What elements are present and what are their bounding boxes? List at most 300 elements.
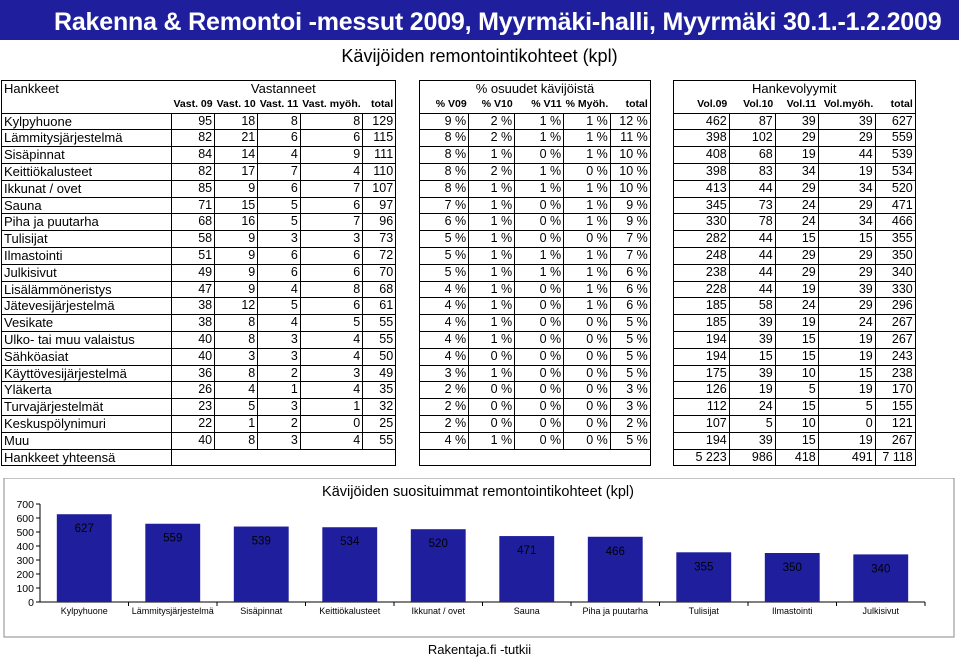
answer-cell: 82 <box>172 130 215 147</box>
total-volume-cell: 5 223 <box>673 449 729 466</box>
volume-cell: 534 <box>875 163 915 180</box>
answer-cell: 73 <box>363 231 396 248</box>
share-cell: 0 % <box>515 197 564 214</box>
volume-cell: 350 <box>875 247 915 264</box>
share-cell: 4 % <box>420 315 469 332</box>
share-cell: 1 % <box>469 231 515 248</box>
volume-cell: 58 <box>729 298 775 315</box>
answer-cell: 9 <box>215 264 258 281</box>
volume-cell: 34 <box>775 163 818 180</box>
answer-cell: 115 <box>363 130 396 147</box>
share-cell: 0 % <box>564 365 611 382</box>
row-label: Ikkunat / ovet <box>2 180 172 197</box>
volume-cell: 194 <box>673 331 729 348</box>
bar-value-label: 350 <box>782 562 802 574</box>
answer-cell: 25 <box>363 415 396 432</box>
share-cell: 1 % <box>469 264 515 281</box>
page-title: Rakenna & Remontoi -messut 2009, Myyrmäki-halli, Myyrmäki 30.1.-1.2.2009 <box>54 8 942 36</box>
volume-cell: 413 <box>673 180 729 197</box>
share-cell: 0 % <box>469 348 515 365</box>
answer-cell: 5 <box>258 214 301 231</box>
share-cell: 9 % <box>610 197 650 214</box>
answer-cell: 36 <box>172 365 215 382</box>
share-cell: 1 % <box>564 281 611 298</box>
volume-cell: 19 <box>775 281 818 298</box>
column-header-answers: total <box>363 97 396 113</box>
answer-cell: 55 <box>363 315 396 332</box>
table-row <box>2 281 916 298</box>
answer-cell: 8 <box>215 331 258 348</box>
answer-cell: 2 <box>258 365 301 382</box>
answer-cell: 3 <box>258 231 301 248</box>
share-cell: 6 % <box>610 264 650 281</box>
share-cell: 1 % <box>469 331 515 348</box>
answer-cell: 3 <box>300 365 362 382</box>
answer-cell: 107 <box>363 180 396 197</box>
share-cell: 4 % <box>420 432 469 449</box>
answer-cell: 84 <box>172 147 215 164</box>
volume-cell: 24 <box>775 197 818 214</box>
volume-cell: 282 <box>673 231 729 248</box>
x-tick-label: Julkisivut <box>862 606 900 616</box>
share-cell: 4 % <box>420 281 469 298</box>
answer-cell: 111 <box>363 147 396 164</box>
volume-cell: 19 <box>818 348 875 365</box>
share-cell: 5 % <box>420 247 469 264</box>
share-cell: 0 % <box>564 399 611 416</box>
bar-value-label: 534 <box>340 536 360 549</box>
footer-credit: Rakentaja.fi -tutkii <box>427 642 532 657</box>
table-row <box>2 197 916 214</box>
volume-cell: 627 <box>875 113 915 130</box>
share-cell: 0 % <box>564 415 611 432</box>
answer-cell: 38 <box>172 315 215 332</box>
header-volume: Hankevolyymit <box>673 81 915 97</box>
volume-cell: 471 <box>875 197 915 214</box>
volume-cell: 34 <box>818 214 875 231</box>
share-cell: 2 % <box>420 415 469 432</box>
row-label: Julkisivut <box>2 264 172 281</box>
share-cell: 0 % <box>515 348 564 365</box>
total-volume-cell: 986 <box>729 449 775 466</box>
volume-cell: 155 <box>875 399 915 416</box>
sub-header-row <box>2 97 916 113</box>
volume-cell: 398 <box>673 163 729 180</box>
share-cell: 1 % <box>469 247 515 264</box>
answer-cell: 4 <box>300 432 362 449</box>
answer-cell: 6 <box>300 197 362 214</box>
answer-cell: 55 <box>363 331 396 348</box>
volume-cell: 238 <box>673 264 729 281</box>
answer-cell: 32 <box>363 399 396 416</box>
volume-cell: 0 <box>818 415 875 432</box>
share-cell: 2 % <box>420 382 469 399</box>
share-cell: 5 % <box>610 348 650 365</box>
share-cell: 1 % <box>564 180 611 197</box>
answer-cell: 0 <box>300 415 362 432</box>
share-cell: 4 % <box>420 331 469 348</box>
answer-cell: 71 <box>172 197 215 214</box>
share-cell: 0 % <box>564 231 611 248</box>
volume-cell: 29 <box>818 130 875 147</box>
x-tick-label: Piha ja puutarha <box>582 606 649 616</box>
row-label: Jätevesijärjestelmä <box>2 298 172 315</box>
bar <box>853 554 908 602</box>
volume-cell: 10 <box>775 365 818 382</box>
volume-cell: 39 <box>818 281 875 298</box>
answer-cell: 17 <box>215 163 258 180</box>
share-cell: 5 % <box>610 315 650 332</box>
answer-cell: 16 <box>215 214 258 231</box>
volume-cell: 39 <box>729 315 775 332</box>
volume-cell: 24 <box>818 315 875 332</box>
volume-cell: 39 <box>818 113 875 130</box>
y-tick-label: 700 <box>16 499 34 511</box>
volume-cell: 24 <box>729 399 775 416</box>
answer-cell: 26 <box>172 382 215 399</box>
volume-cell: 466 <box>875 214 915 231</box>
answer-cell: 22 <box>172 415 215 432</box>
y-tick-label: 100 <box>16 583 34 595</box>
answer-cell: 97 <box>363 197 396 214</box>
table-row <box>2 315 916 332</box>
answer-cell: 8 <box>215 315 258 332</box>
total-volume-cell: 491 <box>818 449 875 466</box>
table-row <box>2 147 916 164</box>
share-cell: 1 % <box>469 180 515 197</box>
volume-cell: 39 <box>729 331 775 348</box>
volume-cell: 5 <box>729 415 775 432</box>
column-header-answers: Vast. myöh. <box>300 97 362 113</box>
volume-cell: 19 <box>775 315 818 332</box>
volume-cell: 121 <box>875 415 915 432</box>
share-cell: 1 % <box>515 113 564 130</box>
answer-cell: 8 <box>258 113 301 130</box>
share-cell: 0 % <box>564 331 611 348</box>
volume-cell: 462 <box>673 113 729 130</box>
volume-cell: 15 <box>775 432 818 449</box>
volume-cell: 15 <box>729 348 775 365</box>
answer-cell: 40 <box>172 331 215 348</box>
page-subtitle: Kävijöiden remontointikohteet (kpl) <box>341 46 618 66</box>
x-tick-label: Sisäpinnat <box>240 606 283 616</box>
row-label: Muu <box>2 432 172 449</box>
share-cell: 1 % <box>469 147 515 164</box>
volume-cell: 29 <box>775 247 818 264</box>
share-cell: 1 % <box>469 281 515 298</box>
header-answers: Vastanneet <box>172 81 396 97</box>
row-label: Tulisijat <box>2 231 172 248</box>
answer-cell: 23 <box>172 399 215 416</box>
volume-cell: 68 <box>729 147 775 164</box>
x-tick-label: Kylpyhuone <box>60 606 108 616</box>
answer-cell: 68 <box>172 214 215 231</box>
share-cell: 0 % <box>515 298 564 315</box>
volume-cell: 29 <box>818 197 875 214</box>
volume-cell: 44 <box>729 264 775 281</box>
answer-cell: 3 <box>258 331 301 348</box>
volume-cell: 330 <box>875 281 915 298</box>
share-cell: 0 % <box>515 382 564 399</box>
answer-cell: 9 <box>300 147 362 164</box>
bar-value-label: 466 <box>605 545 625 558</box>
volume-cell: 19 <box>729 382 775 399</box>
share-cell: 1 % <box>564 298 611 315</box>
header-share: % osuudet kävijöistä <box>420 81 651 97</box>
row-label: Yläkerta <box>2 382 172 399</box>
answer-cell: 47 <box>172 281 215 298</box>
share-cell: 11 % <box>610 130 650 147</box>
answer-cell: 3 <box>258 348 301 365</box>
x-tick-label: Lämmitysjärjestelmä <box>131 606 214 616</box>
bar-value-label: 471 <box>517 545 537 558</box>
volume-cell: 19 <box>818 432 875 449</box>
answer-cell: 40 <box>172 432 215 449</box>
volume-cell: 126 <box>673 382 729 399</box>
data-table <box>1 80 916 466</box>
share-cell: 1 % <box>469 432 515 449</box>
answer-cell: 7 <box>300 214 362 231</box>
bar-value-label: 539 <box>251 535 271 548</box>
volume-cell: 267 <box>875 432 915 449</box>
answer-cell: 1 <box>300 399 362 416</box>
total-volume-cell: 7 118 <box>875 449 915 466</box>
answer-cell: 95 <box>172 113 215 130</box>
answer-cell: 5 <box>300 315 362 332</box>
share-cell: 6 % <box>610 281 650 298</box>
volume-cell: 87 <box>729 113 775 130</box>
share-cell: 1 % <box>515 163 564 180</box>
share-cell: 2 % <box>469 130 515 147</box>
x-tick-label: Ikkunat / ovet <box>411 606 466 616</box>
bar-chart <box>0 478 959 638</box>
answer-cell: 4 <box>258 315 301 332</box>
volume-cell: 112 <box>673 399 729 416</box>
answer-cell: 6 <box>300 130 362 147</box>
bar-value-label: 355 <box>694 561 714 574</box>
share-cell: 1 % <box>515 180 564 197</box>
share-cell: 1 % <box>469 298 515 315</box>
answer-cell: 4 <box>258 281 301 298</box>
volume-cell: 73 <box>729 197 775 214</box>
share-cell: 8 % <box>420 163 469 180</box>
answer-cell: 21 <box>215 130 258 147</box>
share-cell: 1 % <box>469 365 515 382</box>
table-row <box>2 231 916 248</box>
volume-cell: 24 <box>775 214 818 231</box>
volume-cell: 559 <box>875 130 915 147</box>
row-label: Kylpyhuone <box>2 113 172 130</box>
answer-cell: 4 <box>300 348 362 365</box>
total-volume-cell: 418 <box>775 449 818 466</box>
share-cell: 10 % <box>610 163 650 180</box>
column-header-volume: Vol.09 <box>673 97 729 113</box>
share-cell: 2 % <box>469 163 515 180</box>
share-cell: 0 % <box>469 382 515 399</box>
share-cell: 9 % <box>420 113 469 130</box>
share-cell: 5 % <box>610 432 650 449</box>
table-row <box>2 163 916 180</box>
column-header-answers: Vast. 09 <box>172 97 215 113</box>
volume-cell: 355 <box>875 231 915 248</box>
answer-cell: 5 <box>258 298 301 315</box>
volume-cell: 238 <box>875 365 915 382</box>
volume-cell: 330 <box>673 214 729 231</box>
volume-cell: 29 <box>775 264 818 281</box>
volume-cell: 29 <box>775 130 818 147</box>
volume-cell: 29 <box>818 264 875 281</box>
volume-cell: 24 <box>775 298 818 315</box>
y-tick-label: 300 <box>16 555 34 567</box>
row-label: Käyttövesijärjestelmä <box>2 365 172 382</box>
share-cell: 6 % <box>610 298 650 315</box>
share-cell: 1 % <box>469 315 515 332</box>
row-label: Lisälämmöneristys <box>2 281 172 298</box>
share-cell: 1 % <box>564 197 611 214</box>
share-cell: 7 % <box>610 231 650 248</box>
share-cell: 4 % <box>420 348 469 365</box>
volume-cell: 185 <box>673 298 729 315</box>
y-tick-label: 0 <box>28 597 34 609</box>
answer-cell: 3 <box>258 432 301 449</box>
share-cell: 0 % <box>564 382 611 399</box>
share-cell: 1 % <box>469 197 515 214</box>
share-cell: 0 % <box>515 315 564 332</box>
bar-value-label: 520 <box>428 538 448 551</box>
table-row <box>2 180 916 197</box>
share-cell: 10 % <box>610 180 650 197</box>
volume-cell: 194 <box>673 432 729 449</box>
share-cell: 0 % <box>515 281 564 298</box>
answer-cell: 6 <box>258 130 301 147</box>
share-cell: 1 % <box>515 130 564 147</box>
volume-cell: 185 <box>673 315 729 332</box>
answer-cell: 3 <box>215 348 258 365</box>
volume-cell: 10 <box>775 415 818 432</box>
volume-cell: 39 <box>729 432 775 449</box>
volume-cell: 29 <box>818 247 875 264</box>
column-header-share: % V10 <box>469 97 515 113</box>
answer-cell: 35 <box>363 382 396 399</box>
column-header-share: % V09 <box>420 97 469 113</box>
share-cell: 0 % <box>564 432 611 449</box>
row-label: Sisäpinnat <box>2 147 172 164</box>
column-header-share: % V11 <box>515 97 564 113</box>
answer-cell: 70 <box>363 264 396 281</box>
share-cell: 7 % <box>420 197 469 214</box>
column-header-volume: Vol.myöh. <box>818 97 875 113</box>
share-cell: 0 % <box>515 331 564 348</box>
row-label: Lämmitysjärjestelmä <box>2 130 172 147</box>
volume-cell: 408 <box>673 147 729 164</box>
row-label: Piha ja puutarha <box>2 214 172 231</box>
answer-cell: 49 <box>363 365 396 382</box>
answer-cell: 7 <box>258 163 301 180</box>
share-cell: 12 % <box>610 113 650 130</box>
volume-cell: 243 <box>875 348 915 365</box>
x-tick-label: Keittiökalusteet <box>319 606 381 616</box>
answer-cell: 50 <box>363 348 396 365</box>
table-row <box>2 415 916 432</box>
volume-cell: 19 <box>818 163 875 180</box>
x-tick-label: Tulisijat <box>688 606 719 616</box>
y-tick-label: 600 <box>16 513 34 525</box>
answer-cell: 6 <box>258 264 301 281</box>
answer-cell: 72 <box>363 247 396 264</box>
answer-cell: 68 <box>363 281 396 298</box>
volume-cell: 194 <box>673 348 729 365</box>
answer-cell: 5 <box>258 197 301 214</box>
volume-cell: 44 <box>729 281 775 298</box>
header-empty <box>2 97 172 113</box>
share-cell: 8 % <box>420 130 469 147</box>
volume-cell: 44 <box>729 247 775 264</box>
volume-cell: 175 <box>673 365 729 382</box>
column-header-answers: Vast. 11 <box>258 97 301 113</box>
answer-cell: 55 <box>363 432 396 449</box>
table-row <box>2 399 916 416</box>
volume-cell: 19 <box>818 331 875 348</box>
answer-cell: 6 <box>300 298 362 315</box>
share-cell: 0 % <box>469 399 515 416</box>
share-cell: 1 % <box>564 214 611 231</box>
title-banner <box>0 0 959 40</box>
row-label: Vesikate <box>2 315 172 332</box>
table-row <box>2 331 916 348</box>
answer-cell: 82 <box>172 163 215 180</box>
share-cell: 2 % <box>420 399 469 416</box>
column-header-volume: Vol.10 <box>729 97 775 113</box>
answer-cell: 6 <box>258 247 301 264</box>
answer-cell: 61 <box>363 298 396 315</box>
answer-cell: 2 <box>258 415 301 432</box>
volume-cell: 44 <box>818 147 875 164</box>
volume-cell: 267 <box>875 331 915 348</box>
share-cell: 3 % <box>610 399 650 416</box>
answer-cell: 9 <box>215 231 258 248</box>
volume-cell: 15 <box>818 231 875 248</box>
volume-cell: 29 <box>775 180 818 197</box>
share-cell: 0 % <box>515 214 564 231</box>
share-cell: 10 % <box>610 147 650 164</box>
share-cell: 0 % <box>515 432 564 449</box>
table-row <box>2 298 916 315</box>
volume-cell: 340 <box>875 264 915 281</box>
answer-cell: 1 <box>258 382 301 399</box>
table-row <box>2 247 916 264</box>
answer-cell: 85 <box>172 180 215 197</box>
volume-cell: 228 <box>673 281 729 298</box>
column-header-volume: total <box>875 97 915 113</box>
row-label: Turvajärjestelmät <box>2 399 172 416</box>
y-tick-label: 500 <box>16 527 34 539</box>
share-cell: 7 % <box>610 247 650 264</box>
answer-cell: 58 <box>172 231 215 248</box>
volume-cell: 78 <box>729 214 775 231</box>
volume-cell: 44 <box>729 231 775 248</box>
volume-cell: 248 <box>673 247 729 264</box>
x-tick-label: Sauna <box>513 606 540 616</box>
volume-cell: 34 <box>818 180 875 197</box>
share-cell: 0 % <box>515 365 564 382</box>
volume-cell: 29 <box>818 298 875 315</box>
answer-cell: 4 <box>215 382 258 399</box>
share-cell: 1 % <box>515 247 564 264</box>
row-label: Sauna <box>2 197 172 214</box>
share-cell: 3 % <box>420 365 469 382</box>
share-cell: 2 % <box>469 113 515 130</box>
share-cell: 1 % <box>564 130 611 147</box>
